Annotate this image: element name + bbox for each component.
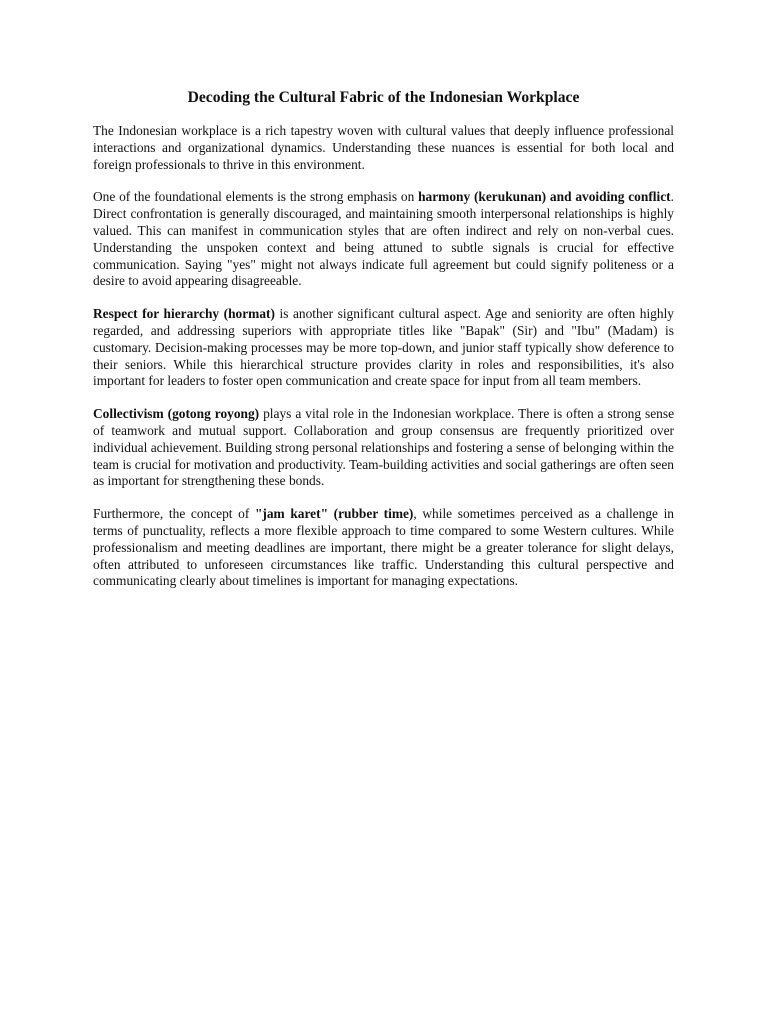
paragraph-text-before: One of the foundational elements is the strong emphasis on bbox=[93, 189, 419, 205]
emphasis-collectivism: Collectivism (gotong royong) bbox=[93, 406, 260, 422]
paragraph-collectivism bbox=[93, 406, 674, 490]
paragraph-intro bbox=[93, 123, 674, 173]
paragraph-text: The Indonesian workplace is a rich tapestry woven with cultural values that deeply influence professional interactions and organizational dynamics. Understanding these nuances is essential for both local and foreign professionals to thrive in this environment. bbox=[93, 123, 674, 172]
paragraph-text-after: plays a vital role in the Indonesian workplace. There is often a strong sense of teamwork and mutual support. Collaboration and group consensus are frequently prioritized over individual achievement. Building strong personal relationships and fostering a sense of belonging within the team is crucial for motivation and productivity. Team-building activities and social gatherings are often seen as important for strengthening these bonds. bbox=[93, 406, 675, 489]
emphasis-harmony: harmony (kerukunan) and avoiding conflict bbox=[418, 189, 671, 205]
document-title: Decoding the Cultural Fabric of the Indonesian Workplace bbox=[187, 89, 580, 106]
paragraph-text-before: Furthermore, the concept of bbox=[93, 506, 255, 522]
paragraph-text-after: , while sometimes perceived as a challenge in terms of punctuality, reflects a more flexible approach to time compared to some Western cultures. While professionalism and meeting deadlines are important, there might be a greater tolerance for slight delays, often attributed to unforeseen circumstances like traffic. Understanding this cultural perspective and communicating clearly about timelines is important for managing expectations. bbox=[93, 506, 675, 589]
paragraph-harmony bbox=[93, 189, 674, 290]
paragraph-jam-karet bbox=[93, 506, 674, 590]
emphasis-jam-karet: "jam karet" (rubber time) bbox=[254, 506, 414, 522]
emphasis-hierarchy: Respect for hierarchy (hormat) bbox=[93, 306, 275, 322]
paragraph-text-after: is another significant cultural aspect. Age and seniority are often highly regarded, and addressing superiors with appropriate titles like "Bapak" (Sir) and "Ibu" (Madam) is customary. Decision-making processes may be more top-down, and junior staff typically show deference to their seniors. While this hierarchical structure provides clarity in roles and responsibilities, it's also important for leaders to foster open communication and create space for input from all team members. bbox=[93, 306, 674, 389]
paragraph-text-after: . Direct confrontation is generally discouraged, and maintaining smooth interpersonal relationships is highly valued. This can manifest in communication styles that are often indirect and rely on non-verbal cues. Understanding the unspoken context and being attuned to subtle signals is crucial for effective communication. Saying "yes" might not always indicate full agreement but could signify politeness or a desire to avoid appearing disagreeable. bbox=[93, 189, 674, 289]
paragraph-hierarchy bbox=[93, 306, 674, 390]
